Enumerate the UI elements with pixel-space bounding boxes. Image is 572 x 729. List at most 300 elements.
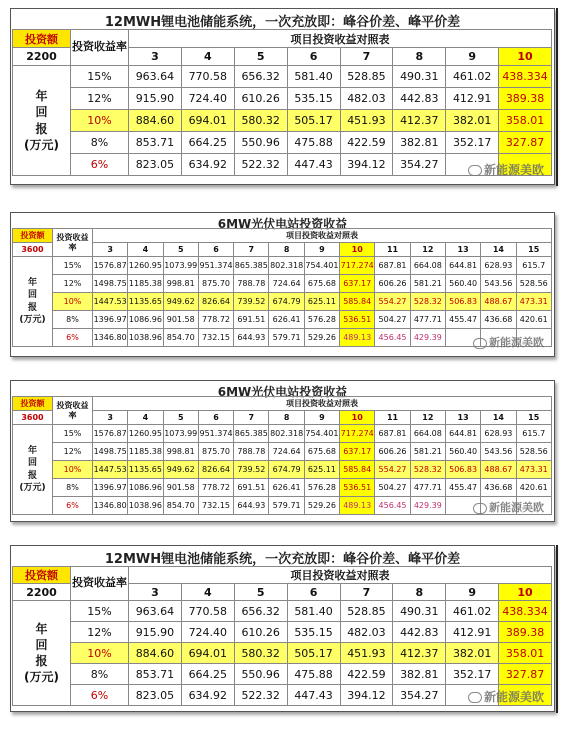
value-cell: 664.08 <box>410 257 445 275</box>
value-cell: 691.51 <box>234 479 269 497</box>
rate-cell: 10% <box>71 643 129 664</box>
side-label <box>13 601 71 706</box>
value-cell: 536.51 <box>340 311 375 329</box>
value-cell: 581.21 <box>410 275 445 293</box>
rate-cell: 8% <box>71 132 129 154</box>
value-cell: 382.81 <box>393 132 446 154</box>
table-panel <box>10 545 555 712</box>
value-cell: 506.83 <box>445 293 480 311</box>
year-cell: 10 <box>340 411 375 425</box>
table-title: 项目投资收益对照表 <box>93 397 552 411</box>
value-cell: 382.01 <box>446 110 499 132</box>
value-cell: 634.92 <box>181 685 234 706</box>
value-cell: 1576.87 <box>93 425 128 443</box>
value-cell: 901.58 <box>163 479 198 497</box>
value-cell: 528.85 <box>340 601 393 622</box>
value-cell: 477.71 <box>410 311 445 329</box>
value-cell: 854.70 <box>163 497 198 515</box>
value-cell: 382.81 <box>393 664 446 685</box>
side-label-part: 年 <box>27 446 37 457</box>
table-row <box>13 461 552 479</box>
value-cell: 576.28 <box>304 311 339 329</box>
value-cell: 550.96 <box>234 132 287 154</box>
value-cell: 475.88 <box>287 664 340 685</box>
value-cell: 1185.38 <box>128 443 163 461</box>
year-cell: 3 <box>93 243 128 257</box>
rate-cell: 10% <box>53 461 93 479</box>
year-cell: 7 <box>234 243 269 257</box>
value-cell: 949.62 <box>163 293 198 311</box>
year-cell: 3 <box>129 48 182 66</box>
year-cell: 13 <box>445 411 480 425</box>
value-cell: 528.56 <box>516 443 551 461</box>
value-cell: 504.27 <box>375 311 410 329</box>
rate-header: 投资收益率 <box>53 397 93 425</box>
year-cell: 12 <box>410 243 445 257</box>
value-cell: 506.83 <box>445 461 480 479</box>
value-cell: 732.15 <box>198 497 233 515</box>
value-cell: 1073.99 <box>163 257 198 275</box>
table-row <box>13 497 552 515</box>
value-cell: 951.374 <box>198 425 233 443</box>
table-title: 项目投资收益对照表 <box>93 229 552 243</box>
value-cell: 691.51 <box>234 311 269 329</box>
value-cell: 664.08 <box>410 425 445 443</box>
invest-value: 2200 <box>13 584 71 601</box>
year-cell: 5 <box>234 48 287 66</box>
watermark <box>468 688 544 705</box>
value-cell: 438.334 <box>499 66 552 88</box>
side-label-part: 报 <box>35 654 48 668</box>
invest-value: 3600 <box>13 411 53 425</box>
table-row <box>13 275 552 293</box>
year-cell: 7 <box>340 48 393 66</box>
value-cell: 412.37 <box>393 110 446 132</box>
table-row <box>13 622 552 643</box>
value-cell: 644.93 <box>234 329 269 347</box>
value-cell: 389.38 <box>499 88 552 110</box>
table-panel <box>10 212 555 357</box>
value-cell: 694.01 <box>181 643 234 664</box>
year-cell: 13 <box>445 243 480 257</box>
value-cell: 1086.96 <box>128 479 163 497</box>
value-cell: 610.26 <box>234 622 287 643</box>
value-cell: 436.68 <box>481 479 516 497</box>
value-cell: 901.58 <box>163 311 198 329</box>
value-cell: 802.318 <box>269 425 304 443</box>
value-cell: 865.385 <box>234 425 269 443</box>
value-cell: 576.28 <box>304 479 339 497</box>
year-cell: 4 <box>181 584 234 601</box>
value-cell: 382.01 <box>446 643 499 664</box>
year-cell: 8 <box>393 584 446 601</box>
value-cell: 949.62 <box>163 461 198 479</box>
edge-bar <box>556 8 558 186</box>
value-cell: 1135.65 <box>128 293 163 311</box>
value-cell: 951.374 <box>198 257 233 275</box>
value-cell: 455.47 <box>445 311 480 329</box>
value-cell: 998.81 <box>163 443 198 461</box>
value-cell: 358.01 <box>499 110 552 132</box>
value-cell: 554.27 <box>375 293 410 311</box>
value-cell: 625.11 <box>304 461 339 479</box>
value-cell: 606.26 <box>375 443 410 461</box>
value-cell: 687.81 <box>375 425 410 443</box>
value-cell: 675.68 <box>304 443 339 461</box>
year-cell: 9 <box>304 243 339 257</box>
year-cell: 9 <box>304 411 339 425</box>
year-cell: 14 <box>481 243 516 257</box>
value-cell: 473.31 <box>516 293 551 311</box>
year-cell: 5 <box>163 411 198 425</box>
value-cell: 628.93 <box>481 425 516 443</box>
table-row <box>13 257 552 275</box>
year-cell: 3 <box>129 584 182 601</box>
rate-cell: 10% <box>53 293 93 311</box>
value-cell: 724.40 <box>181 88 234 110</box>
year-cell: 6 <box>198 243 233 257</box>
value-cell: 447.43 <box>287 685 340 706</box>
value-cell: 358.01 <box>499 643 552 664</box>
value-cell: 1498.75 <box>93 443 128 461</box>
watermark-text: 新能源美欧 <box>489 501 544 514</box>
value-cell: 327.87 <box>499 132 552 154</box>
value-cell: 543.56 <box>481 275 516 293</box>
value-cell: 915.90 <box>129 622 182 643</box>
watermark <box>473 334 544 350</box>
rate-cell: 8% <box>53 311 93 329</box>
side-label-part: (万元) <box>19 482 46 493</box>
header-row <box>13 567 552 584</box>
value-cell: 327.87 <box>499 664 552 685</box>
value-cell: 473.31 <box>516 461 551 479</box>
value-cell: 581.21 <box>410 443 445 461</box>
year-row <box>13 411 552 425</box>
year-cell: 7 <box>340 584 393 601</box>
side-label-part: (万元) <box>24 137 59 152</box>
value-cell: 580.32 <box>234 110 287 132</box>
value-cell: 352.17 <box>446 132 499 154</box>
value-cell: 754.401 <box>304 257 339 275</box>
value-cell: 528.56 <box>516 275 551 293</box>
value-cell: 915.90 <box>129 88 182 110</box>
side-label-part: 回 <box>27 290 37 301</box>
value-cell: 802.318 <box>269 257 304 275</box>
table-row <box>13 601 552 622</box>
value-cell: 875.70 <box>198 275 233 293</box>
value-cell: 694.01 <box>181 110 234 132</box>
value-cell: 354.27 <box>393 154 446 176</box>
value-cell: 615.7 <box>516 425 551 443</box>
value-cell: 585.84 <box>340 461 375 479</box>
year-cell: 8 <box>269 411 304 425</box>
value-cell: 770.58 <box>181 66 234 88</box>
side-label <box>13 66 71 176</box>
value-cell: 354.27 <box>393 685 446 706</box>
value-cell: 550.96 <box>234 664 287 685</box>
value-cell: 615.7 <box>516 257 551 275</box>
value-cell: 826.64 <box>198 461 233 479</box>
wechat-icon <box>468 165 482 176</box>
year-cell: 12 <box>410 411 445 425</box>
value-cell: 389.38 <box>499 622 552 643</box>
value-cell: 560.40 <box>445 443 480 461</box>
table-title: 项目投资收益对照表 <box>129 567 552 584</box>
value-cell: 429.39 <box>410 497 445 515</box>
header-row <box>13 229 552 243</box>
value-cell: 664.25 <box>181 664 234 685</box>
value-cell: 1038.96 <box>128 497 163 515</box>
value-cell: 626.41 <box>269 479 304 497</box>
table-row <box>13 329 552 347</box>
value-cell: 1073.99 <box>163 425 198 443</box>
side-label-part: 年 <box>27 278 37 289</box>
value-cell: 1346.80 <box>93 497 128 515</box>
value-cell: 475.88 <box>287 132 340 154</box>
value-cell: 489.13 <box>340 329 375 347</box>
side-label-part: 年 <box>35 89 48 104</box>
value-cell: 456.45 <box>375 497 410 515</box>
rate-cell: 8% <box>71 664 129 685</box>
value-cell: 664.25 <box>181 132 234 154</box>
value-cell: 543.56 <box>481 443 516 461</box>
value-cell: 739.52 <box>234 293 269 311</box>
value-cell: 1135.65 <box>128 461 163 479</box>
rate-cell: 10% <box>71 110 129 132</box>
value-cell: 488.67 <box>481 461 516 479</box>
table-row <box>13 425 552 443</box>
year-cell: 7 <box>234 411 269 425</box>
table-row <box>13 311 552 329</box>
year-cell: 15 <box>516 243 551 257</box>
edge-bar <box>556 545 558 713</box>
year-cell: 6 <box>198 411 233 425</box>
table-row <box>13 443 552 461</box>
value-cell: 490.31 <box>393 66 446 88</box>
value-cell: 1447.53 <box>93 293 128 311</box>
table-row <box>13 66 552 88</box>
value-cell: 422.59 <box>340 664 393 685</box>
value-cell: 529.26 <box>304 329 339 347</box>
invest-label: 投资额 <box>13 229 53 243</box>
value-cell: 455.47 <box>445 479 480 497</box>
invest-value: 3600 <box>13 243 53 257</box>
value-cell: 535.15 <box>287 88 340 110</box>
table-row <box>13 293 552 311</box>
side-label-part: 回 <box>35 105 48 120</box>
value-cell: 998.81 <box>163 275 198 293</box>
value-cell: 482.03 <box>340 622 393 643</box>
year-cell: 6 <box>287 48 340 66</box>
rate-cell: 12% <box>71 88 129 110</box>
value-cell: 451.93 <box>340 110 393 132</box>
value-cell: 853.71 <box>129 132 182 154</box>
table-row <box>13 664 552 685</box>
year-cell: 5 <box>163 243 198 257</box>
value-cell: 687.81 <box>375 257 410 275</box>
value-cell: 637.17 <box>340 443 375 461</box>
year-cell: 4 <box>128 411 163 425</box>
value-cell: 456.45 <box>375 329 410 347</box>
value-cell: 717.274 <box>340 425 375 443</box>
watermark-text: 新能源美欧 <box>489 336 544 349</box>
watermark-text: 新能源美欧 <box>483 690 544 704</box>
value-cell: 628.93 <box>481 257 516 275</box>
value-cell: 488.67 <box>481 293 516 311</box>
side-label-part: 年 <box>35 621 48 636</box>
value-cell: 823.05 <box>129 154 182 176</box>
year-cell: 5 <box>234 584 287 601</box>
value-cell: 1447.53 <box>93 461 128 479</box>
value-cell: 522.32 <box>234 154 287 176</box>
value-cell: 826.64 <box>198 293 233 311</box>
value-cell: 560.40 <box>445 275 480 293</box>
value-cell: 528.85 <box>340 66 393 88</box>
value-cell: 394.12 <box>340 685 393 706</box>
panel-title: 6MW光伏电站投资收益 <box>217 385 348 399</box>
value-cell: 580.32 <box>234 643 287 664</box>
returns-table <box>12 228 552 347</box>
value-cell: 477.71 <box>410 479 445 497</box>
panel-title: 6MW光伏电站投资收益 <box>217 217 348 231</box>
value-cell: 420.61 <box>516 311 551 329</box>
table-row <box>13 643 552 664</box>
year-cell: 8 <box>269 243 304 257</box>
value-cell: 606.26 <box>375 275 410 293</box>
value-cell: 788.78 <box>234 275 269 293</box>
year-cell: 10 <box>499 584 552 601</box>
rate-cell: 12% <box>71 622 129 643</box>
value-cell: 963.64 <box>129 601 182 622</box>
year-cell: 6 <box>287 584 340 601</box>
value-cell: 442.83 <box>393 88 446 110</box>
value-cell: 778.72 <box>198 311 233 329</box>
value-cell: 585.84 <box>340 293 375 311</box>
value-cell: 505.17 <box>287 110 340 132</box>
side-label-part: 报 <box>27 302 37 313</box>
value-cell: 634.92 <box>181 154 234 176</box>
value-cell: 422.59 <box>340 132 393 154</box>
side-label-part: (万元) <box>24 670 59 685</box>
value-cell: 778.72 <box>198 479 233 497</box>
value-cell: 1260.95 <box>128 257 163 275</box>
rate-cell: 6% <box>71 154 129 176</box>
year-cell: 4 <box>181 48 234 66</box>
year-cell: 11 <box>375 243 410 257</box>
value-cell: 625.11 <box>304 293 339 311</box>
value-cell: 1498.75 <box>93 275 128 293</box>
rate-cell: 15% <box>53 257 93 275</box>
table-row <box>13 110 552 132</box>
value-cell: 412.91 <box>446 88 499 110</box>
value-cell: 644.93 <box>234 497 269 515</box>
value-cell: 865.385 <box>234 257 269 275</box>
value-cell: 823.05 <box>129 685 182 706</box>
returns-table <box>12 566 552 706</box>
side-label-part: 报 <box>35 121 48 136</box>
value-cell: 412.91 <box>446 622 499 643</box>
value-cell: 732.15 <box>198 329 233 347</box>
value-cell: 1038.96 <box>128 329 163 347</box>
value-cell: 1086.96 <box>128 311 163 329</box>
value-cell: 853.71 <box>129 664 182 685</box>
value-cell: 451.93 <box>340 643 393 664</box>
year-cell: 10 <box>499 48 552 66</box>
wechat-icon <box>473 338 487 349</box>
year-cell: 15 <box>516 411 551 425</box>
value-cell: 522.32 <box>234 685 287 706</box>
value-cell: 461.02 <box>446 601 499 622</box>
value-cell: 447.43 <box>287 154 340 176</box>
rate-header: 投资收益率 <box>53 229 93 257</box>
value-cell: 644.81 <box>445 425 480 443</box>
value-cell: 352.17 <box>446 664 499 685</box>
value-cell: 963.64 <box>129 66 182 88</box>
value-cell: 1185.38 <box>128 275 163 293</box>
value-cell: 626.41 <box>269 311 304 329</box>
year-cell: 9 <box>446 48 499 66</box>
year-cell: 9 <box>446 584 499 601</box>
value-cell: 644.81 <box>445 257 480 275</box>
value-cell: 637.17 <box>340 275 375 293</box>
value-cell: 675.68 <box>304 275 339 293</box>
rate-cell: 12% <box>53 443 93 461</box>
value-cell: 535.15 <box>287 622 340 643</box>
invest-label: 投资额 <box>13 30 71 48</box>
wechat-icon <box>468 692 482 703</box>
rate-header: 投资收益率 <box>71 567 129 601</box>
table-row <box>13 132 552 154</box>
value-cell: 429.39 <box>410 329 445 347</box>
year-cell: 11 <box>375 411 410 425</box>
table-row <box>13 479 552 497</box>
rate-cell: 6% <box>71 685 129 706</box>
value-cell: 438.334 <box>499 601 552 622</box>
watermark-text: 新能源美欧 <box>483 163 544 177</box>
returns-table <box>12 29 552 176</box>
value-cell: 884.60 <box>129 110 182 132</box>
table-row <box>13 88 552 110</box>
value-cell: 1396.97 <box>93 311 128 329</box>
panel-title: 12MWH锂电池储能系统，一次充放即：峰谷价差、峰平价差 <box>104 15 461 30</box>
value-cell: 489.13 <box>340 497 375 515</box>
value-cell: 724.64 <box>269 443 304 461</box>
rate-cell: 15% <box>53 425 93 443</box>
value-cell: 884.60 <box>129 643 182 664</box>
table-panel <box>10 8 555 185</box>
value-cell: 1260.95 <box>128 425 163 443</box>
table-title: 项目投资收益对照表 <box>129 30 552 48</box>
header-row <box>13 30 552 48</box>
year-cell: 14 <box>481 411 516 425</box>
value-cell: 394.12 <box>340 154 393 176</box>
value-cell: 581.40 <box>287 601 340 622</box>
table-panel <box>10 380 555 522</box>
value-cell: 724.40 <box>181 622 234 643</box>
value-cell: 717.274 <box>340 257 375 275</box>
header-row <box>13 397 552 411</box>
value-cell: 875.70 <box>198 443 233 461</box>
value-cell: 1346.80 <box>93 329 128 347</box>
side-label <box>13 425 53 515</box>
value-cell: 610.26 <box>234 88 287 110</box>
value-cell: 739.52 <box>234 461 269 479</box>
value-cell: 770.58 <box>181 601 234 622</box>
value-cell: 656.32 <box>234 66 287 88</box>
rate-cell: 8% <box>53 479 93 497</box>
value-cell: 412.37 <box>393 643 446 664</box>
value-cell: 579.71 <box>269 497 304 515</box>
